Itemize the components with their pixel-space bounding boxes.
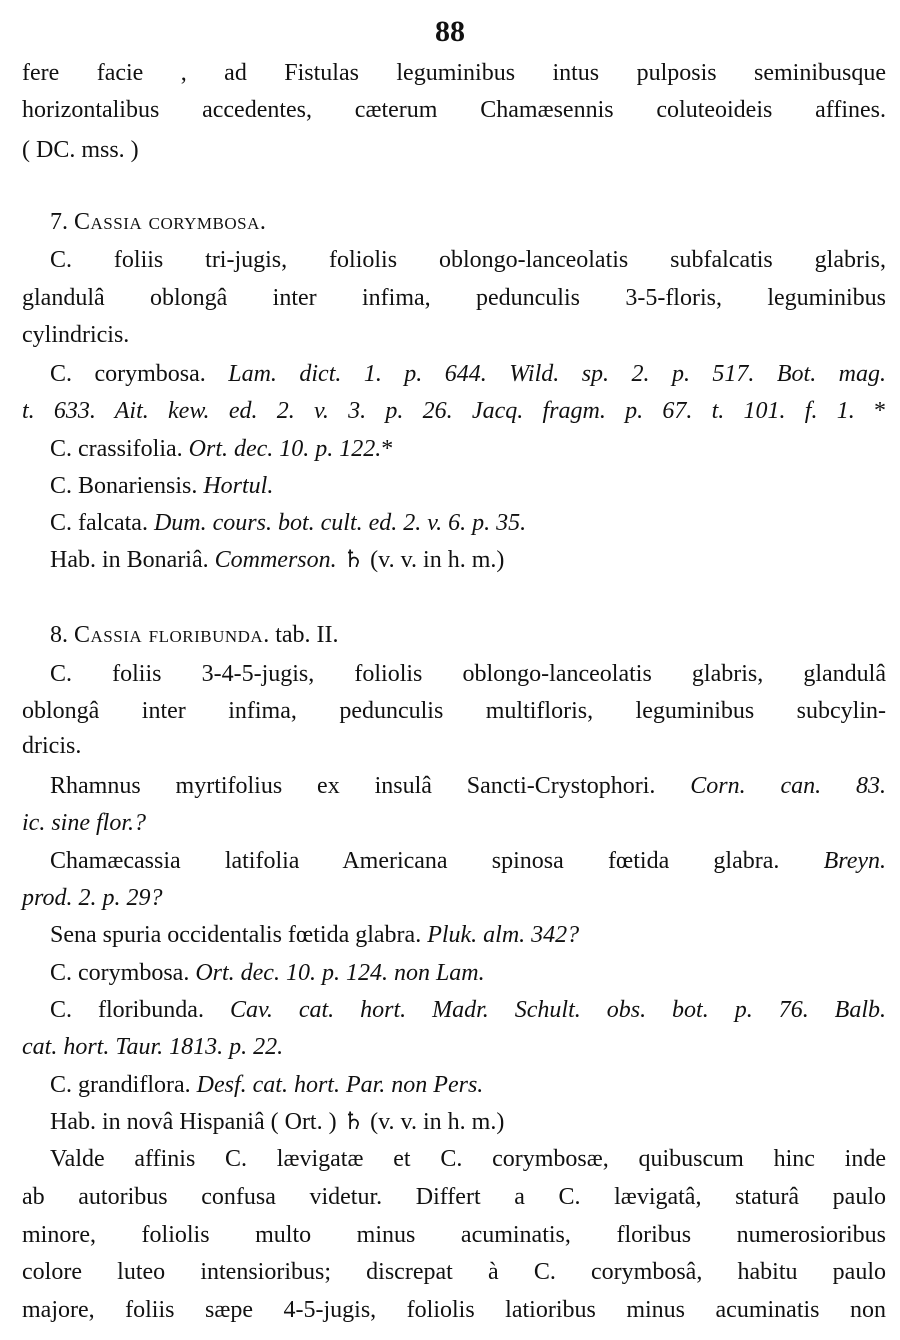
synonym-line: C. corymbosa. Ort. dec. 10. p. 124. non Lam. [50,960,485,986]
text-line: horizontalibus accedentes, cæterum Chamæsennis coluteoideis affines. [22,97,886,123]
text-line: majore, foliis sæpe 4-5-jugis, foliolis latioribus minus acuminatis non [22,1297,886,1323]
page-number: 88 [435,15,465,48]
synonym-line: C. crassifolia. Ort. dec. 10. p. 122.* [50,436,394,462]
synonym-line: C. floribunda. Cav. cat. hort. Madr. Schult. obs. bot. p. 76. Balb. [50,997,887,1023]
synonym-line: Rhamnus myrtifolius ex insulâ Sancti-Crystophori. Corn. can. 83. [50,773,887,799]
text-line: ( DC. mss. ) [22,137,139,163]
text-line: dricis. [22,733,82,759]
synonym-line: C. corymbosa. Lam. dict. 1. p. 644. Wild. sp. 2. p. 517. Bot. mag. [50,361,887,387]
text-line: Valde affinis C. lævigatæ et C. corymbosæ, quibuscum hinc inde [50,1146,886,1172]
text-line: cylindricis. [22,322,130,348]
synonym-line: ic. sine flor.? [22,810,146,836]
habitat-line: Hab. in Bonariâ. Commerson. ♄ (v. v. in h. m.) [50,547,505,573]
text-line: colore luteo intensioribus; discrepat à C. corymbosâ, habitu paulo [22,1259,886,1285]
text-line: fere facie , ad Fistulas leguminibus intus pulposis seminibusque [22,60,886,86]
text-line: minore, foliolis multo minus acuminatis, floribus numerosioribus [22,1222,886,1248]
synonym-line: prod. 2. p. 29? [22,885,163,911]
synonym-line: t. 633. Ait. kew. ed. 2. v. 3. p. 26. Jacq. fragm. p. 67. t. 101. f. 1. * [22,398,887,424]
synonym-line: Sena spuria occidentalis fœtida glabra. Pluk. alm. 342? [50,922,580,948]
habitat-line: Hab. in novâ Hispaniâ ( Ort. ) ♄ (v. v. in h. m.) [50,1109,505,1135]
synonym-line: C. Bonariensis. Hortul. [50,473,274,499]
synonym-line: cat. hort. Taur. 1813. p. 22. [22,1034,284,1060]
species-heading: 7. Cassia corymbosa. [50,209,266,235]
synonym-line: C. grandiflora. Desf. cat. hort. Par. non Pers. [50,1072,484,1098]
species-heading: 8. Cassia floribunda. tab. II. [50,622,339,648]
text-line: oblongâ inter infima, pedunculis multifloris, leguminibus subcylin- [22,698,886,724]
synonym-line: C. falcata. Dum. cours. bot. cult. ed. 2. v. 6. p. 35. [50,510,527,536]
text-line: ab autoribus confusa videtur. Differt a C. lævigatâ, staturâ paulo [22,1184,886,1210]
text-line: C. foliis tri-jugis, foliolis oblongo-lanceolatis subfalcatis glabris, [50,247,886,273]
text-line: glandulâ oblongâ inter infima, pedunculis 3-5-floris, leguminibus [22,285,886,311]
synonym-line: Chamæcassia latifolia Americana spinosa fœtida glabra. Breyn. [50,848,886,874]
text-line: C. foliis 3-4-5-jugis, foliolis oblongo-lanceolatis glabris, glandulâ [50,661,886,687]
